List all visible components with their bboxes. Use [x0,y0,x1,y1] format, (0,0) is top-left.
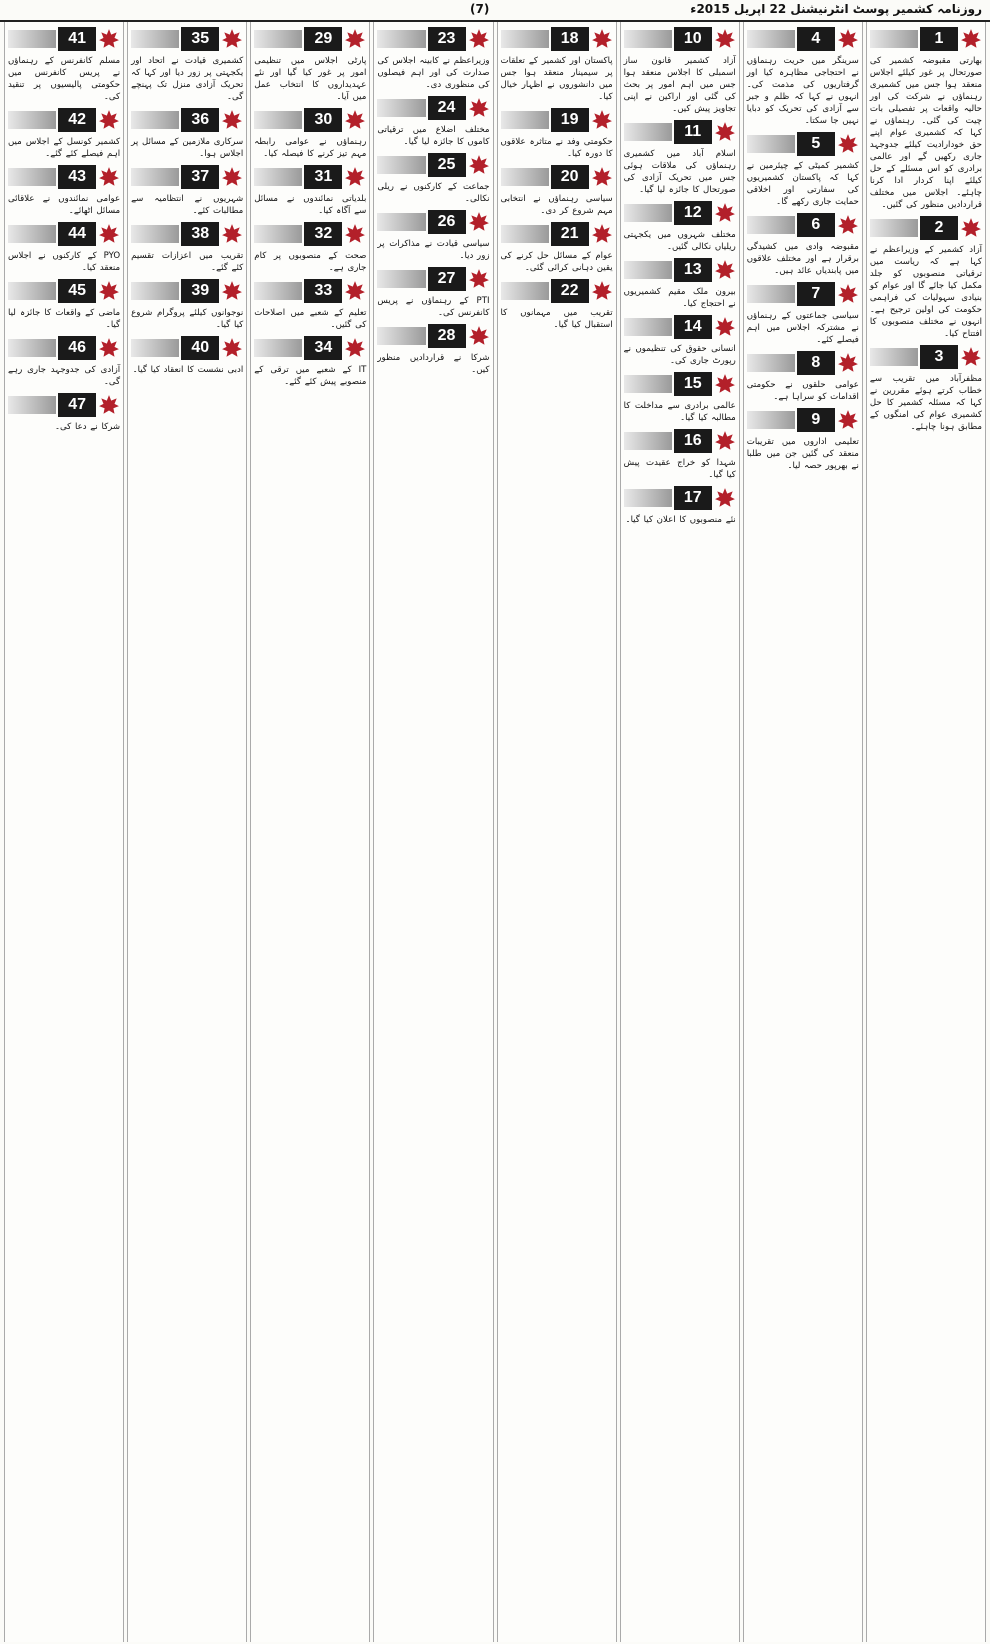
item-number: 14 [674,315,712,339]
item-text: مسلم کانفرنس کے رہنماؤں نے پریس کانفرنس میں حکومتی پالیسیوں پر تنقید کی۔ [8,56,121,102]
item-text: کشمیر کونسل کے اجلاس میں اہم فیصلے کئے گئے۔ [8,137,121,159]
badge-gradient-bar [870,219,918,237]
item-number-badge [501,27,613,51]
maple-leaf-icon [221,166,243,188]
news-item [624,258,736,310]
item-number: 11 [674,120,712,144]
badge-gradient-bar [870,348,918,366]
item-number-badge [624,27,736,51]
news-item [501,279,613,331]
item-number: 40 [181,336,219,360]
item-number: 42 [58,108,96,132]
news-column [743,22,863,1642]
item-number-badge [870,27,982,51]
item-number-badge [377,324,489,348]
item-number-badge [747,282,859,306]
news-item [747,213,859,277]
item-number: 39 [181,279,219,303]
item-number: 41 [58,27,96,51]
maple-leaf-icon [221,280,243,302]
item-number-badge [377,210,489,234]
badge-gradient-bar [254,111,302,129]
item-number: 32 [304,222,342,246]
news-item [131,27,243,103]
item-number: 22 [551,279,589,303]
item-number-badge [254,336,366,360]
news-column [620,22,740,1642]
item-number-badge [8,393,120,417]
item-number: 47 [58,393,96,417]
news-item [624,201,736,253]
maple-leaf-icon [714,28,736,50]
item-text: سرینگر میں حریت رہنماؤں نے احتجاجی مظاہرہ کیا اور گرفتاریوں کی مذمت کی۔ انہوں نے کہا کہ ظلم و جبر سے آزادی کی تحریک کو دبایا نہیں جا سکتا۔ [746,56,859,126]
news-item [254,222,366,274]
badge-gradient-bar [624,375,672,393]
maple-leaf-icon [960,346,982,368]
item-text: صحت کے منصوبوں پر کام جاری ہے۔ [254,251,367,273]
news-item [131,165,243,217]
maple-leaf-icon [98,394,120,416]
item-text: کشمیر کمیٹی کے چیئرمین نے کہا کہ پاکستان کشمیریوں کی سفارتی اور اخلاقی حمایت جاری رکھے گا۔ [746,161,859,207]
item-number: 25 [428,153,466,177]
news-column [4,22,124,1642]
news-item [747,282,859,346]
item-number-badge [8,279,120,303]
maple-leaf-icon [344,109,366,131]
item-text: اسلام آباد میں کشمیری رہنماؤں کی ملاقات ہوئی جس میں تحریک آزادی کی صورتحال کا جائزہ لیا گیا۔ [623,149,736,195]
item-number-badge [870,216,982,240]
maple-leaf-icon [714,121,736,143]
news-item [377,153,489,205]
maple-leaf-icon [591,109,613,131]
news-item [624,315,736,367]
item-text: سرکاری ملازمین کے مسائل پر اجلاس ہوا۔ [131,137,244,159]
maple-leaf-icon [344,166,366,188]
maple-leaf-icon [468,325,490,347]
badge-gradient-bar [8,168,56,186]
item-number-badge [377,96,489,120]
item-number-badge [501,165,613,189]
item-number-badge [624,120,736,144]
news-item [501,108,613,160]
item-number-badge [747,27,859,51]
maple-leaf-icon [468,28,490,50]
item-number-badge [501,279,613,303]
news-item [254,336,366,388]
item-number-badge [8,165,120,189]
news-column [866,22,986,1642]
maple-leaf-icon [344,280,366,302]
item-number: 37 [181,165,219,189]
page-header [0,0,990,22]
item-number-badge [747,408,859,432]
item-number: 43 [58,165,96,189]
item-number-badge [131,336,243,360]
badge-gradient-bar [624,204,672,222]
news-item [377,267,489,319]
news-item [501,222,613,274]
news-item [131,336,243,376]
item-number-badge [254,279,366,303]
badge-gradient-bar [747,135,795,153]
badge-gradient-bar [501,30,549,48]
item-number: 45 [58,279,96,303]
item-number: 8 [797,351,835,375]
item-text: بیرون ملک مقیم کشمیریوں نے احتجاج کیا۔ [623,287,736,309]
item-number-badge [501,222,613,246]
maple-leaf-icon [837,283,859,305]
badge-gradient-bar [624,123,672,141]
news-column [250,22,370,1642]
news-item [254,108,366,160]
item-number-badge [8,108,120,132]
item-number: 21 [551,222,589,246]
badge-gradient-bar [747,30,795,48]
item-number-badge [131,165,243,189]
item-number-badge [377,27,489,51]
news-item [8,222,120,274]
item-number-badge [131,222,243,246]
maple-leaf-icon [468,268,490,290]
news-item [747,351,859,403]
item-number-badge [747,213,859,237]
item-number: 29 [304,27,342,51]
item-text: عالمی برادری سے مداخلت کا مطالبہ کیا گیا۔ [623,401,736,423]
maple-leaf-icon [591,166,613,188]
badge-gradient-bar [747,216,795,234]
badge-gradient-bar [8,225,56,243]
news-item [870,216,982,340]
item-text: بھارتی مقبوضہ کشمیر کی صورتحال پر غور کیلئے اجلاس منعقد ہوا جس میں کشمیری رہنماؤں نے شرکت کی اور حالیہ واقعات پر تفصیلی بات چیت کی گئی۔ رہنماؤں نے کہا کہ کشمیری عوام اپنے حق خودارادیت کیلئے جدوجہد جاری رکھیں گے اور عالمی برادری کو اس مسئلے کے حل کیلئے اپنا کردار ادا کرنا چاہئے۔ اجلاس میں مختلف قراردادیں منظور کی گئیں۔ [869,56,982,210]
badge-gradient-bar [501,168,549,186]
news-item [131,279,243,331]
item-number: 44 [58,222,96,246]
item-number-badge [624,315,736,339]
item-number-badge [254,108,366,132]
badge-gradient-bar [377,270,425,288]
item-text: جماعت کے کارکنوں نے ریلی نکالی۔ [377,182,490,204]
badge-gradient-bar [8,339,56,357]
item-text: تقریب میں اعزازات تقسیم کئے گئے۔ [131,251,244,273]
news-item [624,27,736,115]
badge-gradient-bar [131,168,179,186]
item-text: نئے منصوبوں کا اعلان کیا گیا۔ [625,515,736,525]
item-text: سیاسی جماعتوں کے رہنماؤں نے مشترکہ اجلاس میں اہم فیصلے کئے۔ [746,311,859,345]
maple-leaf-icon [221,337,243,359]
maple-leaf-icon [98,223,120,245]
maple-leaf-icon [468,211,490,233]
item-number-badge [131,108,243,132]
item-text: پاکستان اور کشمیر کے تعلقات پر سیمینار منعقد ہوا جس میں دانشوروں نے اظہار خیال کیا۔ [500,56,613,102]
item-number-badge [501,108,613,132]
maple-leaf-icon [98,280,120,302]
badge-gradient-bar [377,327,425,345]
item-text: شرکا نے قراردادیں منظور کیں۔ [377,353,490,375]
item-number: 16 [674,429,712,453]
maple-leaf-icon [960,28,982,50]
item-number-badge [624,429,736,453]
badge-gradient-bar [254,282,302,300]
item-number: 30 [304,108,342,132]
badge-gradient-bar [377,30,425,48]
item-text: سیاسی قیادت نے مذاکرات پر زور دیا۔ [377,239,490,261]
maple-leaf-icon [714,259,736,281]
news-item [624,486,736,526]
news-item [254,165,366,217]
item-text: آزاد کشمیر کے وزیراعظم نے کہا ہے کہ ریاست میں ترقیاتی منصوبوں کو جلد مکمل کیا جائے گا اور عوام کو بنیادی سہولیات کی فراہمی حکومت کی اولین ترجیح ہے۔ انہوں نے مختلف منصوبوں کا افتتاح کیا۔ [869,245,982,339]
maple-leaf-icon [98,337,120,359]
badge-gradient-bar [131,111,179,129]
item-text: کشمیری قیادت نے اتحاد اور یکجہتی پر زور دیا اور کہا کہ تحریک آزادی منزل تک پہنچے گی۔ [131,56,244,102]
maple-leaf-icon [837,28,859,50]
item-number-badge [254,165,366,189]
news-item [8,27,120,103]
badge-gradient-bar [8,282,56,300]
item-number: 26 [428,210,466,234]
news-item [131,108,243,160]
item-number-badge [254,27,366,51]
item-text: PTI کے رہنماؤں نے پریس کانفرنس کی۔ [377,296,490,318]
maple-leaf-icon [591,223,613,245]
badge-gradient-bar [870,30,918,48]
item-number-badge [747,132,859,156]
item-text: رہنماؤں نے عوامی رابطہ مہم تیز کرنے کا فیصلہ کیا۔ [254,137,367,159]
item-text: تعلیمی اداروں میں تقریبات منعقد کی گئیں جن میں طلبا نے بھرپور حصہ لیا۔ [746,437,859,471]
item-number: 34 [304,336,342,360]
maple-leaf-icon [837,214,859,236]
item-number: 10 [674,27,712,51]
item-text: وزیراعظم نے کابینہ اجلاس کی صدارت کی اور اہم فیصلوں کی منظوری دی۔ [377,56,490,90]
item-text: پارٹی اجلاس میں تنظیمی امور پر غور کیا گیا اور نئے عہدیداروں کا انتخاب عمل میں آیا۔ [254,56,367,102]
item-text: IT کے شعبے میں ترقی کے منصوبے پیش کئے گئے۔ [254,365,367,387]
badge-gradient-bar [747,354,795,372]
news-item [747,132,859,208]
news-item [131,222,243,274]
item-number: 19 [551,108,589,132]
maple-leaf-icon [837,133,859,155]
news-item [501,27,613,103]
news-column [497,22,617,1642]
item-number: 3 [920,345,958,369]
news-item [747,27,859,127]
news-item [254,279,366,331]
news-item [377,210,489,262]
maple-leaf-icon [714,430,736,452]
badge-gradient-bar [377,99,425,117]
badge-gradient-bar [8,30,56,48]
item-number: 5 [797,132,835,156]
item-number: 33 [304,279,342,303]
item-number-badge [131,279,243,303]
item-text: مقبوضہ وادی میں کشیدگی برقرار ہے اور مختلف علاقوں میں پابندیاں عائد ہیں۔ [746,242,859,276]
item-number-badge [624,486,736,510]
item-text: عوامی نمائندوں نے علاقائی مسائل اٹھائے۔ [8,194,121,216]
item-text: بلدیاتی نمائندوں نے مسائل سے آگاہ کیا۔ [254,194,367,216]
maple-leaf-icon [98,109,120,131]
badge-gradient-bar [501,225,549,243]
news-item [377,27,489,91]
badge-gradient-bar [254,225,302,243]
item-text: شرکا نے دعا کی۔ [54,422,121,432]
maple-leaf-icon [221,109,243,131]
item-number-badge [131,27,243,51]
item-number-badge [870,345,982,369]
badge-gradient-bar [131,282,179,300]
page-number: (7) [470,2,490,16]
maple-leaf-icon [344,28,366,50]
item-number-badge [8,222,120,246]
maple-leaf-icon [468,154,490,176]
item-text: آزادی کی جدوجہد جاری رہے گی۔ [8,365,121,387]
badge-gradient-bar [747,285,795,303]
news-column [373,22,493,1642]
news-item [747,408,859,472]
item-number: 27 [428,267,466,291]
item-number: 17 [674,486,712,510]
item-number: 23 [428,27,466,51]
badge-gradient-bar [624,318,672,336]
news-item [624,120,736,196]
item-number: 4 [797,27,835,51]
item-text: عوام کے مسائل حل کرنے کی یقین دہانی کرائی گئی۔ [500,251,613,273]
badge-gradient-bar [131,225,179,243]
item-number-badge [624,201,736,225]
item-number: 35 [181,27,219,51]
item-number: 36 [181,108,219,132]
badge-gradient-bar [377,213,425,231]
badge-gradient-bar [747,411,795,429]
item-text: شہریوں نے انتظامیہ سے مطالبات کئے۔ [131,194,244,216]
item-number: 20 [551,165,589,189]
item-number-badge [747,351,859,375]
maple-leaf-icon [221,28,243,50]
item-number: 38 [181,222,219,246]
news-item [8,336,120,388]
badge-gradient-bar [131,339,179,357]
item-number: 9 [797,408,835,432]
item-number: 24 [428,96,466,120]
maple-leaf-icon [714,202,736,224]
item-number-badge [8,27,120,51]
maple-leaf-icon [837,352,859,374]
maple-leaf-icon [714,487,736,509]
news-item [377,96,489,148]
maple-leaf-icon [714,373,736,395]
item-number: 28 [428,324,466,348]
maple-leaf-icon [714,316,736,338]
maple-leaf-icon [98,166,120,188]
badge-gradient-bar [377,156,425,174]
badge-gradient-bar [501,282,549,300]
badge-gradient-bar [624,30,672,48]
maple-leaf-icon [221,223,243,245]
item-number: 13 [674,258,712,282]
item-text: آزاد کشمیر قانون ساز اسمبلی کا اجلاس منعقد ہوا جس میں اہم امور پر بحث کی گئی اور اراکین نے اپنی تجاویز پیش کیں۔ [623,56,736,114]
item-text: انسانی حقوق کی تنظیموں نے رپورٹ جاری کی۔ [623,344,736,366]
badge-gradient-bar [131,30,179,48]
item-number: 12 [674,201,712,225]
news-item [624,429,736,481]
item-text: تقریب میں مہمانوں کا استقبال کیا گیا۔ [500,308,613,330]
item-text: مختلف شہروں میں یکجہتی ریلیاں نکالی گئیں۔ [623,230,736,252]
item-text: سیاسی رہنماؤں نے انتخابی مہم شروع کر دی۔ [500,194,613,216]
news-item [870,27,982,211]
badge-gradient-bar [254,168,302,186]
item-text: نوجوانوں کیلئے پروگرام شروع کیا گیا۔ [131,308,244,330]
item-text: PYO کے کارکنوں نے اجلاس منعقد کیا۔ [8,251,121,273]
maple-leaf-icon [960,217,982,239]
item-text: مظفرآباد میں تقریب سے خطاب کرتے ہوئے مقررین نے کہا کہ مسئلہ کشمیر کا حل کشمیری عوام کی امنگوں کے مطابق ہونا چاہئے۔ [869,374,982,432]
masthead: روزنامہ کشمیر پوسٹ انٹرنیشنل 22 اپریل 2015ء [690,2,982,16]
item-text: ماضی کے واقعات کا جائزہ لیا گیا۔ [8,308,121,330]
item-text: حکومتی وفد نے متاثرہ علاقوں کا دورہ کیا۔ [500,137,613,159]
badge-gradient-bar [624,432,672,450]
item-number: 46 [58,336,96,360]
news-item [624,372,736,424]
item-number: 18 [551,27,589,51]
item-number-badge [624,372,736,396]
badge-gradient-bar [254,30,302,48]
badge-gradient-bar [624,489,672,507]
badge-gradient-bar [624,261,672,279]
item-number-badge [377,267,489,291]
item-number: 31 [304,165,342,189]
news-columns [4,22,986,1642]
item-text: شہدا کو خراج عقیدت پیش کیا گیا۔ [623,458,736,480]
badge-gradient-bar [8,396,56,414]
item-text: عوامی حلقوں نے حکومتی اقدامات کو سراہا ہے۔ [746,380,859,402]
item-number-badge [8,336,120,360]
item-number: 1 [920,27,958,51]
maple-leaf-icon [344,223,366,245]
news-item [870,345,982,433]
maple-leaf-icon [468,97,490,119]
badge-gradient-bar [501,111,549,129]
maple-leaf-icon [344,337,366,359]
news-item [254,27,366,103]
news-item [501,165,613,217]
badge-gradient-bar [8,111,56,129]
maple-leaf-icon [591,28,613,50]
item-text: ادبی نشست کا انعقاد کیا گیا۔ [132,365,244,375]
item-text: مختلف اضلاع میں ترقیاتی کاموں کا جائزہ لیا گیا۔ [377,125,490,147]
item-number-badge [377,153,489,177]
item-text: تعلیم کے شعبے میں اصلاحات کی گئیں۔ [254,308,367,330]
maple-leaf-icon [837,409,859,431]
item-number: 15 [674,372,712,396]
news-column [127,22,247,1642]
news-item [8,279,120,331]
item-number-badge [254,222,366,246]
item-number-badge [624,258,736,282]
news-item [8,165,120,217]
badge-gradient-bar [254,339,302,357]
news-item [377,324,489,376]
news-item [8,108,120,160]
item-number: 2 [920,216,958,240]
item-number: 7 [797,282,835,306]
item-number: 6 [797,213,835,237]
maple-leaf-icon [98,28,120,50]
news-item [8,393,120,433]
maple-leaf-icon [591,280,613,302]
